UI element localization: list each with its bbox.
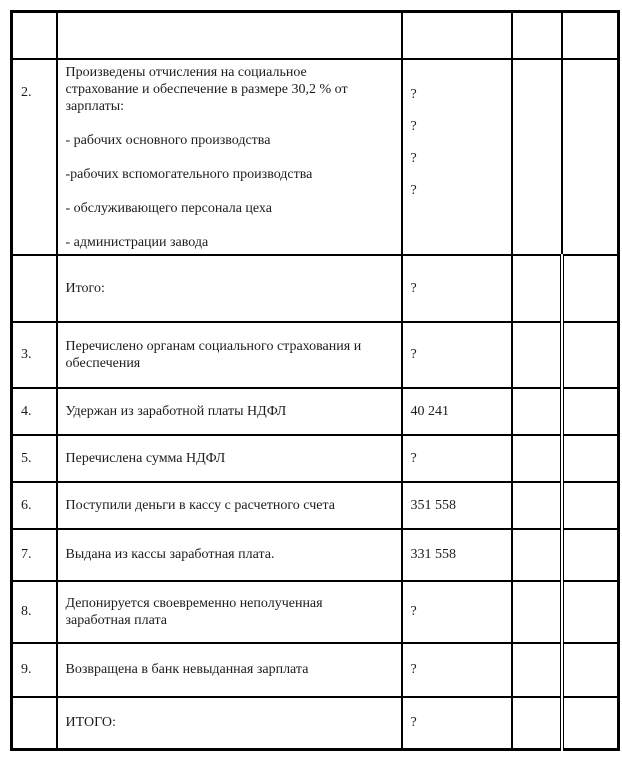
extra-cell-2	[562, 697, 619, 750]
row-number-cell	[12, 255, 57, 322]
extra-cell-1	[512, 59, 562, 255]
accounting-operations-table	[10, 10, 620, 751]
extra-cell-2	[562, 643, 619, 697]
table-row-empty	[12, 12, 619, 59]
extra-cell-2	[562, 581, 619, 643]
description-line: Произведены отчисления на социальное	[65, 64, 307, 80]
extra-cell-2	[562, 435, 619, 482]
description-cell: Поступили деньги в кассу с расчетного счета	[57, 482, 402, 529]
table-row-operation-3	[12, 322, 619, 388]
amount-cell: 351 558	[402, 482, 512, 529]
description-cell: Итого:	[57, 255, 402, 322]
extra-cell-2	[562, 322, 619, 388]
row-number-cell: 7.	[12, 529, 57, 581]
description-line: Депонируется своевременно неполученная	[65, 595, 323, 611]
extra-cell-1	[512, 435, 562, 482]
description-cell: Выдана из кассы заработная плата.	[57, 529, 402, 581]
row-number-cell: 5.	[12, 435, 57, 482]
description-cell	[57, 12, 402, 59]
description-cell	[57, 581, 402, 643]
extra-cell-1	[512, 255, 562, 322]
amount-cell: 40 241	[402, 388, 512, 435]
amount-cell: ?	[402, 435, 512, 482]
description-cell	[57, 59, 402, 255]
amount-cell	[402, 59, 512, 255]
extra-cell-1	[512, 697, 562, 750]
description-line: зарплаты:	[65, 98, 124, 114]
description-line: Перечислено органам социального страхования и	[65, 338, 362, 354]
row-number-cell: 9.	[12, 643, 57, 697]
table-row-operation-4	[12, 388, 619, 435]
row-number-cell: 2.	[12, 59, 57, 255]
extra-cell-1	[512, 482, 562, 529]
table-row-operation-6	[12, 482, 619, 529]
amount-value: ?	[410, 118, 417, 134]
description-cell: ИТОГО:	[57, 697, 402, 750]
amount-cell: ?	[402, 255, 512, 322]
description-line: заработная плата	[65, 612, 167, 628]
table-row-operation-2	[12, 59, 619, 255]
description-list-item: - рабочих основного производства	[65, 132, 271, 148]
extra-cell-2	[562, 59, 619, 255]
row-number-cell	[12, 697, 57, 750]
amount-cell: ?	[402, 581, 512, 643]
row-number-cell: 4.	[12, 388, 57, 435]
extra-cell-2	[562, 12, 619, 59]
description-cell	[57, 322, 402, 388]
description-list-item: - администрации завода	[65, 234, 209, 250]
extra-cell-2	[562, 482, 619, 529]
extra-cell-1	[512, 322, 562, 388]
row-number-cell: 8.	[12, 581, 57, 643]
amount-cell: ?	[402, 643, 512, 697]
amount-cell: ?	[402, 322, 512, 388]
amount-cell: ?	[402, 697, 512, 750]
extra-cell-2	[562, 388, 619, 435]
extra-cell-1	[512, 581, 562, 643]
table-row-operation-8	[12, 581, 619, 643]
extra-cell-1	[512, 12, 562, 59]
description-line: страхование и обеспечение в размере 30,2 % от	[65, 81, 348, 97]
table-row-operation-5	[12, 435, 619, 482]
description-list-item: - обслуживающего персонала цеха	[65, 200, 272, 216]
table-row-grand-total	[12, 697, 619, 750]
extra-cell-1	[512, 529, 562, 581]
description-cell: Перечислена сумма НДФЛ	[57, 435, 402, 482]
extra-cell-2	[562, 255, 619, 322]
extra-cell-1	[512, 643, 562, 697]
row-number-cell	[12, 12, 57, 59]
row-number-cell: 6.	[12, 482, 57, 529]
document-page	[10, 10, 620, 751]
table-row-subtotal	[12, 255, 619, 322]
amount-value: ?	[410, 182, 417, 198]
row-number-cell: 3.	[12, 322, 57, 388]
description-list-item: -рабочих вспомогательного производства	[65, 166, 313, 182]
amount-value: ?	[410, 86, 417, 102]
extra-cell-1	[512, 388, 562, 435]
description-cell: Удержан из заработной платы НДФЛ	[57, 388, 402, 435]
amount-cell	[402, 12, 512, 59]
extra-cell-2	[562, 529, 619, 581]
description-line: обеспечения	[65, 355, 141, 371]
amount-cell: 331 558	[402, 529, 512, 581]
table-row-operation-9	[12, 643, 619, 697]
description-cell: Возвращена в банк невыданная зарплата	[57, 643, 402, 697]
amount-value: ?	[410, 150, 417, 166]
table-row-operation-7	[12, 529, 619, 581]
